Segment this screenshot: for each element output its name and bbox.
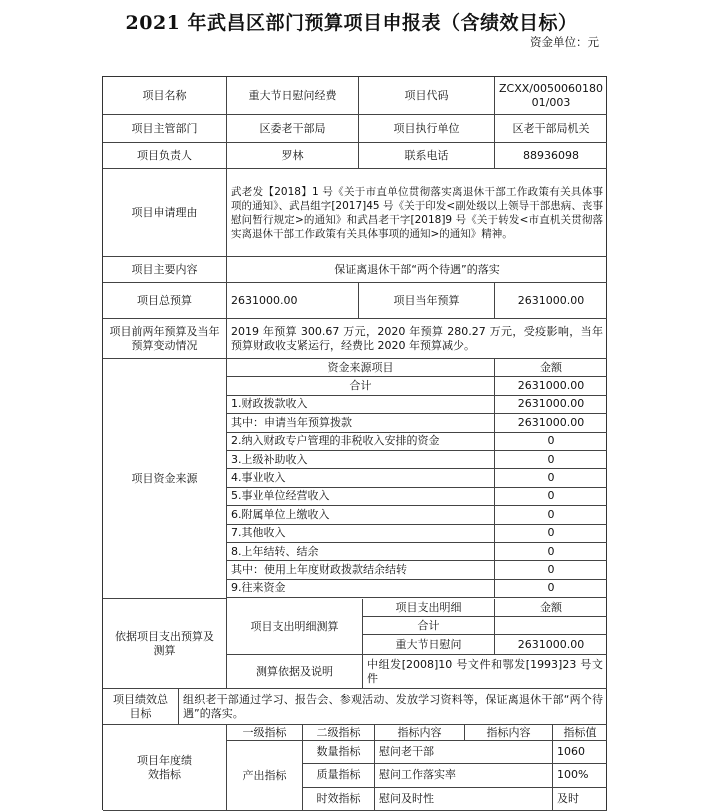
source-item-label: 9.往来资金 [227,580,495,598]
value-total-budget: 2631000.00 [227,283,359,319]
expense-item-value: 2631000.00 [495,635,607,655]
label-funding-source: 项目资金来源 [103,359,227,599]
label-owner: 项目负责人 [103,143,227,169]
funding-source-table [227,359,607,599]
source-item-label: 8.上年结转、结余 [227,543,495,561]
source-item-amount: 0 [495,561,607,579]
indicator-content: 慰问及时性 [375,788,553,811]
source-header-amount: 金额 [495,359,607,377]
source-item-amount: 2631000.00 [495,377,607,395]
value-year-budget: 2631000.00 [495,283,607,319]
value-phone: 88936098 [495,143,607,169]
label-annual-indicators: 项目年度绩效指标 [103,725,227,811]
budget-form-table [102,76,607,810]
value-reason: 武老发【2018】1 号《关于市直单位贯彻落实离退休干部工作政策有关具体事项的通知》、武昌组字[2017]45 号《关于印发<副处级以上领导干部患病、丧事慰问暂行规定>的通知》和武昌老干字[2018]9 号《关于转发<市直机关贯彻落实离退休干部工作政策有关具体事项的通知>的通知》精神。 [227,169,607,257]
page-title: 2021 年武昌区部门预算项目申报表（含绩效目标） [125,12,578,34]
source-item-label: 2.纳入财政专户管理的非税收入安排的资金 [227,433,495,451]
source-item-label: 3.上级补助收入 [227,451,495,469]
expense-item-label: 重大节日慰问 [363,635,495,655]
header-expense-detail: 项目支出明细 [363,599,495,617]
source-item-label: 合计 [227,377,495,395]
header-level2: 二级指标 [303,725,375,741]
source-item-label: 1.财政拨款收入 [227,396,495,414]
value-performance-goal: 组织老干部通过学习、报告会、参观活动、发放学习资料等，保证离退休干部“两个待遇”的落实。 [179,689,607,725]
label-department: 项目主管部门 [103,115,227,143]
value-exec-unit: 区老干部局机关 [495,115,607,143]
source-item-amount: 0 [495,506,607,524]
source-header-item: 资金来源项目 [227,359,495,377]
label-reason: 项目申请理由 [103,169,227,257]
header-level1: 一级指标 [227,725,303,741]
label-project-name: 项目名称 [103,77,227,115]
value-main-content: 保证离退休干部“两个待遇”的落实 [227,257,607,283]
value-budget-change: 2019 年预算 300.67 万元，2020 年预算 280.27 万元，受疫影响，当年预算财政收支紧运行，经费比 2020 年预算减少。 [227,319,607,359]
header-value: 指标值 [553,725,607,741]
label-year-budget: 项目当年预算 [359,283,495,319]
label-expense-basis: 依据项目支出预算及测算 [103,599,227,689]
source-item-amount: 0 [495,488,607,506]
indicator-level2: 质量指标 [303,764,375,787]
source-item-amount: 0 [495,525,607,543]
indicator-level2: 时效指标 [303,788,375,811]
source-item-amount: 0 [495,433,607,451]
indicator-level2: 数量指标 [303,741,375,764]
indicator-rows [303,741,607,811]
value-department: 区委老干部局 [227,115,359,143]
header-content: 指标内容 [375,725,465,741]
label-phone: 联系电话 [359,143,495,169]
source-item-label: 其中：使用上年度财政拨款结余结转 [227,561,495,579]
source-item-amount: 2631000.00 [495,396,607,414]
label-expense-detail: 项目支出明细测算 [227,599,363,655]
source-item-label: 其中：申请当年预算拨款 [227,414,495,432]
label-exec-unit: 项目执行单位 [359,115,495,143]
label-project-code: 项目代码 [359,77,495,115]
header-content-2: 指标内容 [465,725,553,741]
source-item-amount: 0 [495,469,607,487]
source-item-amount: 0 [495,543,607,561]
indicator-content: 慰问老干部 [375,741,553,764]
source-item-label: 4.事业收入 [227,469,495,487]
source-item-amount: 2631000.00 [495,414,607,432]
value-calc-basis: 中组发[2008]10 号文件和鄂发[1993]23 号文件 [363,655,607,689]
source-item-label: 6.附属单位上缴收入 [227,506,495,524]
expense-total-value [495,617,607,635]
currency-unit: 资金单位：元 [530,35,599,49]
source-item-label: 7.其他收入 [227,525,495,543]
label-budget-change: 项目前两年预算及当年预算变动情况 [103,319,227,359]
level1-output: 产出指标 [227,741,303,811]
label-total-budget: 项目总预算 [103,283,227,319]
source-item-label: 5.事业单位经营收入 [227,488,495,506]
header-expense-amount: 金额 [495,599,607,617]
source-item-amount: 0 [495,451,607,469]
source-item-amount: 0 [495,580,607,598]
value-project-name: 重大节日慰问经费 [227,77,359,115]
indicator-value: 100% [553,764,607,787]
value-owner: 罗林 [227,143,359,169]
label-calc-basis: 测算依据及说明 [227,655,363,689]
indicator-value: 及时 [553,788,607,811]
indicator-value: 1060 [553,741,607,764]
value-project-code: ZCXX/005006018001/003 [495,77,607,115]
label-performance-goal: 项目绩效总目标 [103,689,179,725]
indicator-content: 慰问工作落实率 [375,764,553,787]
label-main-content: 项目主要内容 [103,257,227,283]
expense-total-label: 合计 [363,617,495,635]
